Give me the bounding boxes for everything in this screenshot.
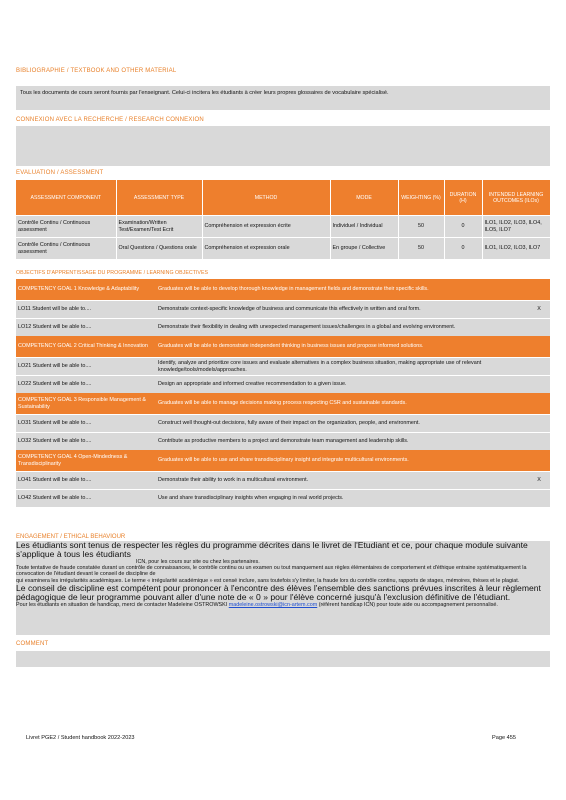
- competency-mark: [528, 336, 550, 358]
- cell-type: Oral Questions / Questions orale: [116, 238, 202, 260]
- competency-mark: [528, 279, 550, 301]
- objective-row: [16, 490, 550, 508]
- objective-row: [16, 301, 550, 319]
- evaluation-heading: EVALUATION / ASSESSMENT: [16, 170, 104, 176]
- bibliography-heading: BIBLIOGRAPHIE / TEXTBOOK AND OTHER MATERIAL: [16, 68, 177, 74]
- competency-label: COMPETENCY GOAL 1 Knowledge & Adaptability: [16, 279, 156, 301]
- cell-mode: En groupe / Collective: [330, 238, 398, 260]
- header-duration: DURATION (H): [444, 180, 482, 216]
- conduct-box: [16, 541, 550, 635]
- conduct-paragraph-1b: ICN, pour les cours sur site ou chez les partenaires.: [136, 559, 260, 565]
- objective-mark: [528, 376, 550, 394]
- objective-code: LO11 Student will be able to....: [16, 301, 156, 319]
- table-row: [16, 238, 550, 260]
- objectives-heading: OBJECTIFS D'APPRENTISSAGE DU PROGRAMME / LEARNING OBJECTIVES: [16, 270, 209, 276]
- objective-text: Design an appropriate and informed creative recommendation to a given issue.: [156, 376, 528, 394]
- header-method: METHOD: [202, 180, 330, 216]
- conduct-heading: ENGAGEMENT / ETHICAL BEHAVIOUR: [16, 534, 126, 540]
- objective-text: Demonstrate context-specific knowledge of business and communicate this effectively in written and oral form.: [156, 301, 528, 319]
- header-weighting: WEIGHTING (%): [398, 180, 444, 216]
- objective-row: [16, 319, 550, 337]
- comment-box: [16, 651, 550, 667]
- objective-text: Use and share transdisciplinary insights when engaging in real world projects.: [156, 490, 528, 508]
- objective-code: LO31 Student will be able to....: [16, 415, 156, 433]
- conduct-paragraph-1: Les étudiants sont tenus de respecter les règles du programme décrites dans le livret de l'Etudiant et ce, pour chaque module suivante s'applique à tous les étudiants: [16, 540, 528, 559]
- objective-mark: X: [528, 301, 550, 319]
- table-row: [16, 216, 550, 238]
- competency-row: [16, 279, 550, 301]
- competency-label: COMPETENCY GOAL 4 Open-Mindedness & Transdisciplinarity: [16, 450, 156, 472]
- cell-method: Compréhension et expression écrite: [202, 216, 330, 238]
- conduct-paragraph-3: Le conseil de discipline est compétent pour prononcer à l'encontre des élèves l'ensemble des sanctions prévues inscrites à leur règlement pédagogique de leur programme pouvant aller d'une note de « 0 » pour l'élève concerné jusqu'à l'exclusion définitive de l'étudiant.: [16, 582, 541, 602]
- bibliography-text: Tous les documents de cours seront fournis par l'enseignant. Celui-ci incitera les étudiants à créer leurs propres glossaires de vocabulaire spécialisé.: [20, 90, 389, 96]
- cell-ilos: ILO1, ILO2, ILO3, ILO4, ILO5, ILO7: [482, 216, 550, 238]
- cell-ilos: ILO1, ILO2, ILO3, ILO7: [482, 238, 550, 260]
- conduct-paragraph-2b: qui examinera les irrégularités académiques. Le terme « irrégularité académique » est censé inclure, sans toutefois s'y limiter, la fraude lors du contrôle continu, rapports de stages, mémoires, thèses et le plagiat.: [16, 577, 520, 584]
- conduct-paragraph-4: [16, 602, 550, 608]
- comment-heading: COMMENT: [16, 641, 49, 647]
- learning-objectives-table: [16, 279, 550, 507]
- objective-row: [16, 376, 550, 394]
- disability-text: Pour les étudiants en situation de handicap, merci de contacter Madeleine OSTROWSKI: [16, 601, 228, 608]
- header-type: ASSESSMENT TYPE: [116, 180, 202, 216]
- competency-label: COMPETENCY GOAL 2 Critical Thinking & Innovation: [16, 336, 156, 358]
- objective-row: [16, 433, 550, 451]
- objective-code: LO42 Student will be able to....: [16, 490, 156, 508]
- objective-row: [16, 358, 550, 376]
- research-heading: CONNEXION AVEC LA RECHERCHE / RESEARCH CONNEXION: [16, 117, 204, 123]
- competency-row: [16, 450, 550, 472]
- disability-text-end: (référent handicap ICN) pour toute aide ou accompagnement personnalisé.: [318, 601, 498, 608]
- objective-mark: X: [528, 472, 550, 490]
- research-box: [16, 126, 550, 166]
- objective-mark: [528, 319, 550, 337]
- footer-left: Livret PGE2 / Student handbook 2022-2023: [26, 735, 135, 741]
- objective-row: [16, 472, 550, 490]
- objective-mark: [528, 490, 550, 508]
- cell-duration: 0: [444, 216, 482, 238]
- objective-code: LO41 Student will be able to....: [16, 472, 156, 490]
- cell-method: Compréhension et expression orale: [202, 238, 330, 260]
- competency-label: COMPETENCY GOAL 3 Responsible Management & Sustainability: [16, 393, 156, 415]
- competency-row: [16, 336, 550, 358]
- footer-page: Page 455: [492, 735, 516, 741]
- objective-row: [16, 415, 550, 433]
- objective-code: LO32 Student will be able to....: [16, 433, 156, 451]
- competency-goal: Graduates will be able to demonstrate independent thinking in business issues and propose informed solutions.: [156, 336, 528, 358]
- objective-mark: [528, 358, 550, 376]
- objective-code: LO22 Student will be able to....: [16, 376, 156, 394]
- cell-duration: 0: [444, 238, 482, 260]
- header-mode: MODE: [330, 180, 398, 216]
- assessment-table: [16, 180, 551, 259]
- header-ilos: INTENDED LEARNING OUTCOMES (ILOs): [482, 180, 550, 216]
- cell-component: Contrôle Continu / Continuous assessment: [16, 238, 116, 260]
- competency-goal: Graduates will be able to use and share transdisciplinary insight and integrate multicultural environments.: [156, 450, 528, 472]
- objective-mark: [528, 433, 550, 451]
- objective-code: LO12 Student will be able to....: [16, 319, 156, 337]
- objective-code: LO21 Student will be able to....: [16, 358, 156, 376]
- conduct-paragraph-2: Toute tentative de fraude constatée durant un contrôle de connaissances, le contrôle continu ou un examen ou tout manquement aux règles élémentaires de comportement et d'éthique entraine systématiquement la convocation de l'étudiant devant le conseil de discipline de: [16, 565, 527, 578]
- cell-mode: Individuel / Individual: [330, 216, 398, 238]
- header-component: ASSESSMENT COMPONENT: [16, 180, 116, 216]
- bibliography-box: [16, 86, 550, 110]
- cell-type: Examination/Written Test/Examen/Test Ecrit: [116, 216, 202, 238]
- cell-component: Contrôle Continu / Continuous assessment: [16, 216, 116, 238]
- objective-mark: [528, 415, 550, 433]
- competency-goal: Graduates will be able to manage decisions making process respecting CSR and sustainable standards.: [156, 393, 528, 415]
- objective-text: Identify, analyze and prioritize core issues and evaluate alternatives in a complex business situation, making appropriate use of relevant knowledge/tools/models/approaches.: [156, 358, 528, 376]
- objective-text: Contribute as productive members to a project and demonstrate team management and leadership skills.: [156, 433, 528, 451]
- assessment-header-row: [16, 180, 550, 216]
- cell-weight: 50: [398, 216, 444, 238]
- competency-mark: [528, 450, 550, 472]
- objective-text: Construct well thought-out decisions, fully aware of their impact on the organization, people, and environment.: [156, 415, 528, 433]
- cell-weight: 50: [398, 238, 444, 260]
- email-link[interactable]: madeleine.ostrowski@icn-artem.com: [228, 601, 318, 608]
- competency-goal: Graduates will be able to develop thorough knowledge in management fields and demonstrate their specific skills.: [156, 279, 528, 301]
- objective-text: Demonstrate their flexibility in dealing with unexpected management issues/challenges in a global and evolving environment.: [156, 319, 528, 337]
- competency-row: [16, 393, 550, 415]
- objective-text: Demonstrate their ability to work in a multicultural environment.: [156, 472, 528, 490]
- competency-mark: [528, 393, 550, 415]
